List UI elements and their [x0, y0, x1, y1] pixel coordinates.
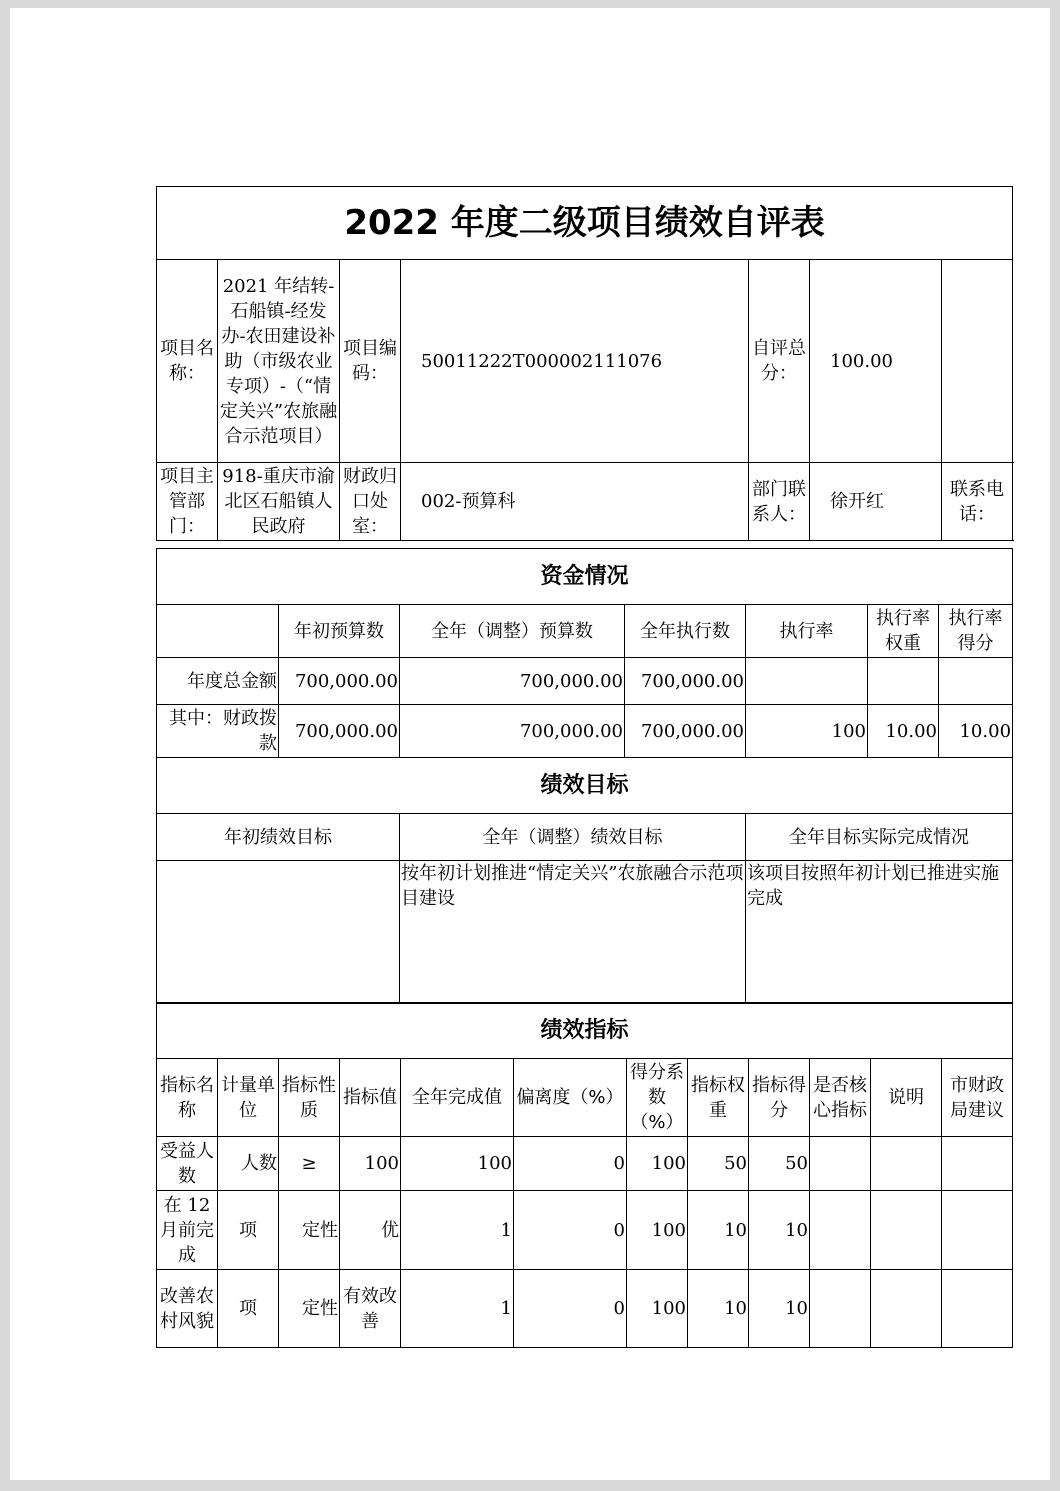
indicator-cell: 改善农村风貌 — [157, 1270, 218, 1348]
funds-table — [156, 548, 1013, 758]
indicator-cell — [942, 1270, 1013, 1348]
goal-actual: 该项目按照年初计划已推进实施完成 — [746, 861, 1013, 1004]
funds-section-title: 资金情况 — [157, 549, 1013, 605]
finance-label: 财政归口处室： — [340, 463, 401, 541]
funds-header: 全年（调整）预算数 — [400, 605, 625, 658]
indicator-header: 指标性质 — [279, 1059, 340, 1137]
indicator-cell: 100 — [401, 1137, 514, 1191]
funds-header: 全年执行数 — [625, 605, 746, 658]
indicator-header: 说明 — [871, 1059, 942, 1137]
indicator-cell: 10 — [688, 1270, 749, 1348]
contact-label: 部门联系人： — [749, 463, 810, 541]
indicator-cell: 受益人数 — [157, 1137, 218, 1191]
project-name-label: 项目名称： — [157, 260, 218, 463]
funds-header-blank — [157, 605, 279, 658]
indicator-cell: 有效改善 — [340, 1270, 401, 1348]
indicator-header: 得分系数（%） — [627, 1059, 688, 1137]
score-label: 自评总分： — [749, 260, 810, 463]
funds-header: 执行率得分 — [939, 605, 1013, 658]
indicator-cell: 100 — [627, 1191, 688, 1270]
indicator-cell: 项 — [218, 1270, 279, 1348]
indicator-cell: 0 — [514, 1270, 627, 1348]
funds-row-label: 其中：财政拨款 — [157, 705, 279, 758]
indicator-cell: 0 — [514, 1137, 627, 1191]
indicator-cell — [810, 1270, 871, 1348]
project-name-value: 2021 年结转-石船镇-经发办-农田建设补助（市级农业专项）-（“情定关兴”农旅融合示范项目） — [218, 260, 340, 463]
indicator-row — [157, 1270, 1013, 1348]
indicator-cell — [942, 1191, 1013, 1270]
dept-value: 918-重庆市渝北区石船镇人民政府 — [218, 463, 340, 541]
indicator-header: 市财政局建议 — [942, 1059, 1013, 1137]
score-value: 100.00 — [810, 260, 942, 463]
goals-header: 年初绩效目标 — [157, 814, 400, 861]
indicator-cell: 项 — [218, 1191, 279, 1270]
indicators-table — [156, 1002, 1013, 1348]
funds-cell: 700,000.00 — [400, 705, 625, 758]
indicator-cell: 优 — [340, 1191, 401, 1270]
finance-value: 002-预算科 — [401, 463, 749, 541]
project-code-value: 50011222T000002111076 — [401, 260, 749, 463]
goals-header: 全年（调整）绩效目标 — [400, 814, 746, 861]
indicator-cell — [810, 1137, 871, 1191]
funds-cell — [939, 658, 1013, 705]
project-code-label: 项目编码： — [340, 260, 401, 463]
indicator-cell: 人数 — [218, 1137, 279, 1191]
funds-cell: 700,000.00 — [625, 705, 746, 758]
indicator-cell: 10 — [688, 1191, 749, 1270]
indicator-cell — [871, 1270, 942, 1348]
goal-adjusted: 按年初计划推进“情定关兴”农旅融合示范项目建设 — [400, 861, 746, 1004]
funds-cell: 700,000.00 — [279, 658, 400, 705]
indicator-cell — [871, 1137, 942, 1191]
goals-section-title: 绩效目标 — [157, 758, 1013, 814]
indicator-cell: 50 — [688, 1137, 749, 1191]
indicator-cell: 100 — [627, 1137, 688, 1191]
indicator-header: 是否核心指标 — [810, 1059, 871, 1137]
indicator-cell: 100 — [340, 1137, 401, 1191]
indicator-cell: 在 12 月前完成 — [157, 1191, 218, 1270]
funds-cell: 700,000.00 — [279, 705, 400, 758]
indicator-header: 全年完成值 — [401, 1059, 514, 1137]
indicator-cell: 100 — [627, 1270, 688, 1348]
indicators-section-title: 绩效指标 — [157, 1003, 1013, 1059]
indicator-cell: 定性 — [279, 1191, 340, 1270]
goals-header: 全年目标实际完成情况 — [746, 814, 1013, 861]
indicator-cell: 1 — [401, 1191, 514, 1270]
goal-initial — [157, 861, 400, 1004]
indicator-header: 指标权重 — [688, 1059, 749, 1137]
funds-cell — [868, 658, 939, 705]
dept-label: 项目主管部门： — [157, 463, 218, 541]
indicator-cell — [871, 1191, 942, 1270]
indicator-cell: 1 — [401, 1270, 514, 1348]
indicator-cell — [942, 1137, 1013, 1191]
funds-cell: 100 — [746, 705, 868, 758]
indicator-cell: 0 — [514, 1191, 627, 1270]
indicator-cell: 10 — [749, 1270, 810, 1348]
funds-cell: 700,000.00 — [625, 658, 746, 705]
funds-header: 执行率 — [746, 605, 868, 658]
funds-cell: 10.00 — [868, 705, 939, 758]
indicator-cell — [810, 1191, 871, 1270]
funds-cell: 10.00 — [939, 705, 1013, 758]
indicator-cell: ≥ — [279, 1137, 340, 1191]
indicator-cell: 50 — [749, 1137, 810, 1191]
indicator-header: 指标得分 — [749, 1059, 810, 1137]
indicator-header: 指标值 — [340, 1059, 401, 1137]
evaluation-table — [156, 186, 1013, 541]
funds-cell — [746, 658, 868, 705]
phone-label: 联系电话： — [942, 463, 1013, 541]
empty-cell — [942, 260, 1013, 463]
funds-cell: 700,000.00 — [400, 658, 625, 705]
indicator-cell: 定性 — [279, 1270, 340, 1348]
page-title: 2022 年度二级项目绩效自评表 — [157, 187, 1013, 260]
indicator-row — [157, 1191, 1013, 1270]
goals-table — [156, 757, 1013, 1004]
indicator-header: 偏离度（%） — [514, 1059, 627, 1137]
contact-value: 徐开红 — [810, 463, 942, 541]
indicator-header: 计量单位 — [218, 1059, 279, 1137]
funds-header: 执行率权重 — [868, 605, 939, 658]
indicator-row — [157, 1137, 1013, 1191]
indicator-header: 指标名称 — [157, 1059, 218, 1137]
funds-header: 年初预算数 — [279, 605, 400, 658]
funds-row-label: 年度总金额 — [157, 658, 279, 705]
indicator-cell: 10 — [749, 1191, 810, 1270]
